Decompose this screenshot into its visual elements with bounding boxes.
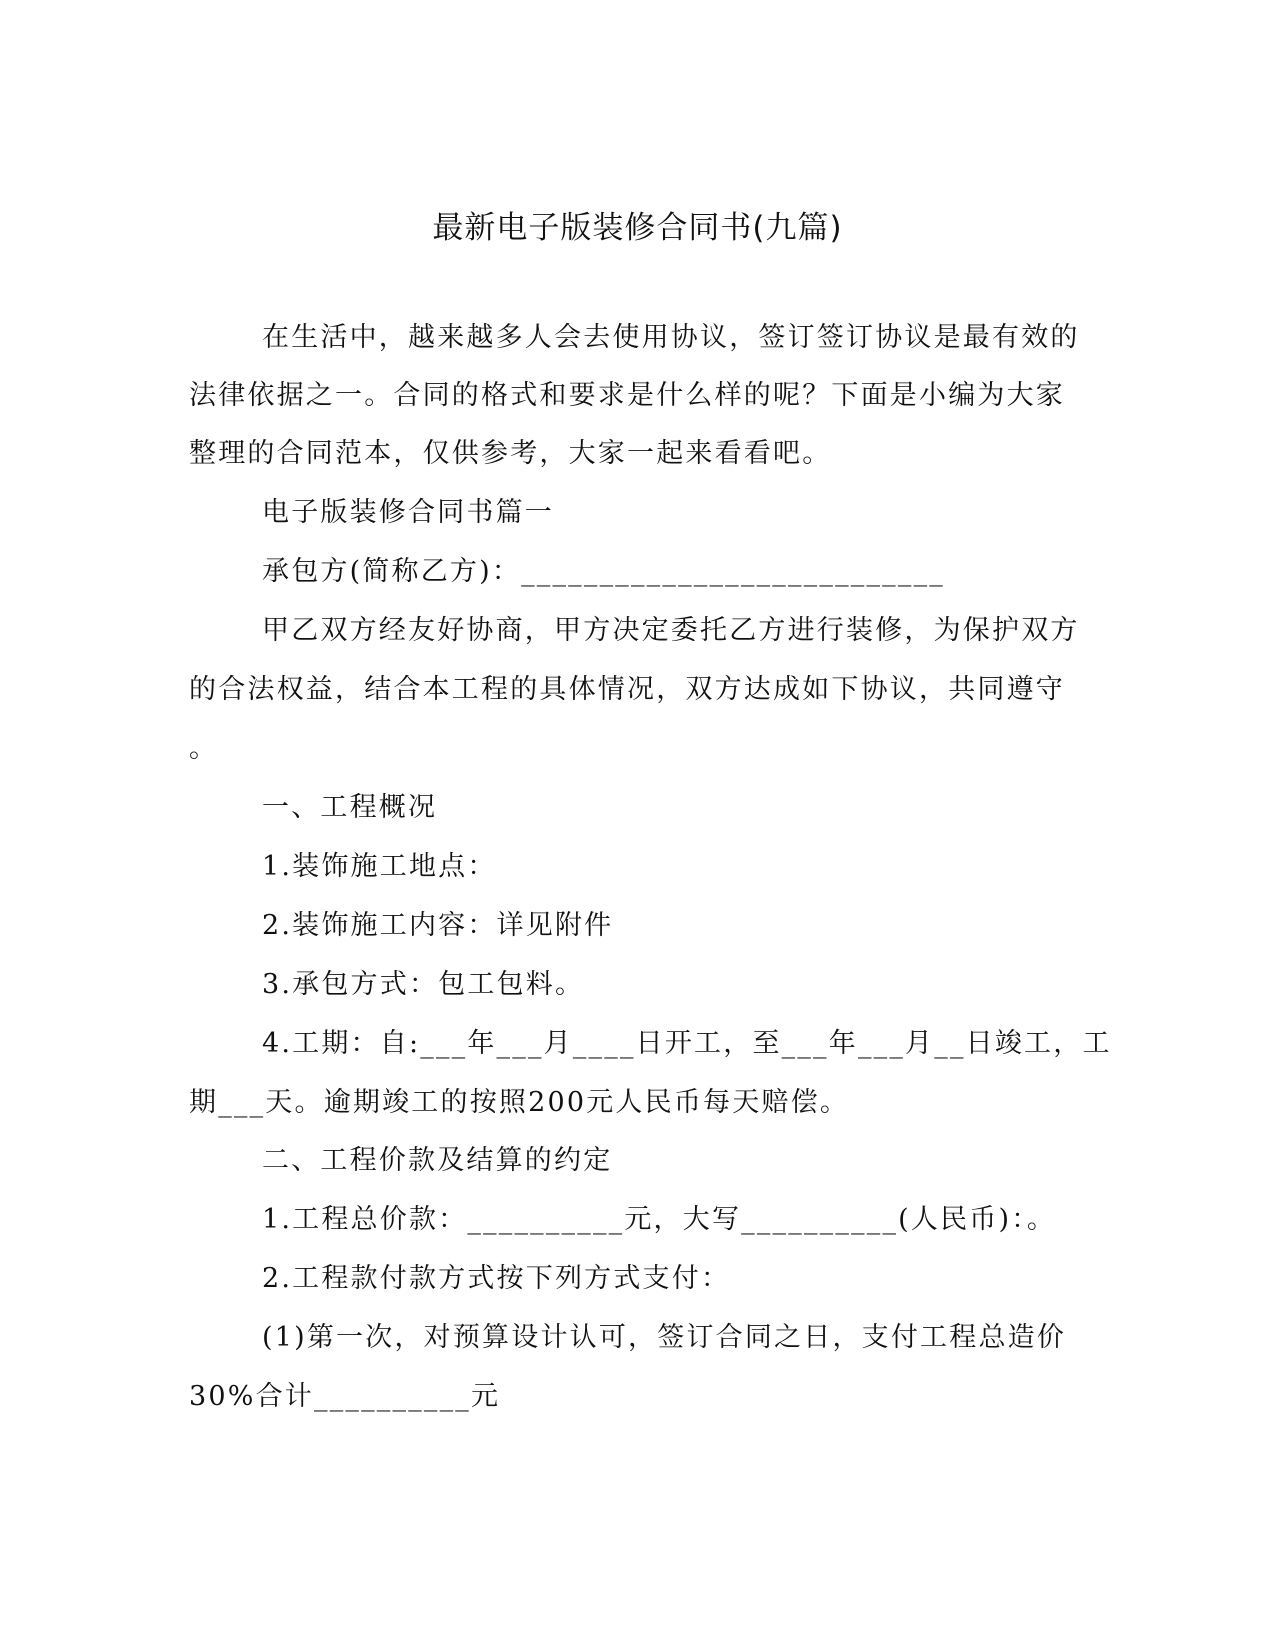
clause-line: 1.工程总价款：__________元，大写__________(人民币)：。 bbox=[262, 1204, 1057, 1235]
section-heading: 二、工程价款及结算的约定 bbox=[262, 1145, 613, 1176]
clause-line: 2.装饰施工内容：详见附件 bbox=[262, 910, 614, 941]
paragraph-line: 在生活中，越来越多人会去使用协议，签订签订协议是最有效的 bbox=[262, 322, 1080, 353]
clause-line: 30%合计__________元 bbox=[189, 1381, 501, 1412]
paragraph-line: 的合法权益，结合本工程的具体情况，双方达成如下协议，共同遵守 bbox=[189, 674, 1065, 705]
paragraph-line: 甲乙双方经友好协商，甲方决定委托乙方进行装修，为保护双方 bbox=[262, 615, 1080, 646]
section-heading: 电子版装修合同书篇一 bbox=[262, 497, 554, 528]
section-heading: 一、工程概况 bbox=[262, 792, 438, 823]
clause-line: 2.工程款付款方式按下列方式支付： bbox=[262, 1263, 731, 1294]
clause-line: 1.装饰施工地点： bbox=[262, 851, 497, 882]
clause-line: (1)第一次，对预算设计认可，签订合同之日，支付工程总造价 bbox=[262, 1322, 1067, 1353]
clause-line: 4.工期：自:___年___月____日开工，至___年___月__日竣工，工 bbox=[262, 1028, 1112, 1059]
paragraph-line: 整理的合同范本，仅供参考，大家一起来看看吧。 bbox=[189, 438, 832, 469]
clause-line: 期___天。逾期竣工的按照200元人民币每天赔偿。 bbox=[189, 1087, 850, 1118]
paragraph-line: 。 bbox=[189, 733, 219, 764]
contractor-field: 承包方(简称乙方)：___________________________ bbox=[262, 556, 945, 587]
paragraph-line: 法律依据之一。合同的格式和要求是什么样的呢？下面是小编为大家 bbox=[189, 380, 1065, 411]
document-title: 最新电子版装修合同书(九篇) bbox=[432, 210, 843, 246]
clause-line: 3.承包方式：包工包料。 bbox=[262, 969, 585, 1000]
